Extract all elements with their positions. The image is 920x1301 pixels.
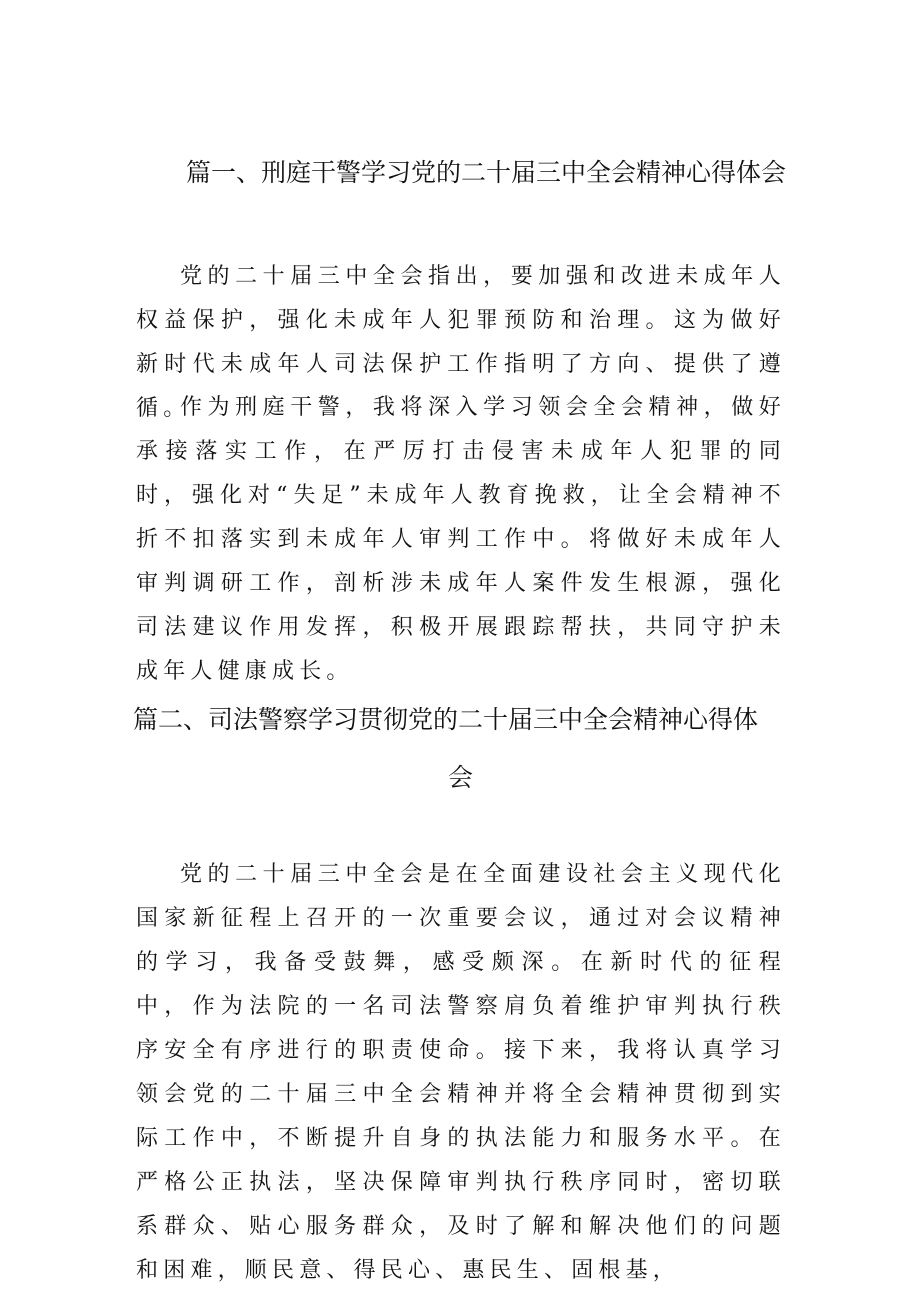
- section-1-paragraph-1: 党的二十届三中全会指出，要加强和改进未成年人权益保护，强化未成年人犯罪预防和治理。这为做好新时代未成年人司法保护工作指明了方向、提供了遵循。: [136, 264, 786, 421]
- section-1-title: 篇一、刑庭干警学习党的二十届三中全会精神心得体会: [186, 158, 787, 187]
- section-2-title-line-2: 会: [448, 763, 474, 792]
- section-2-paragraph-1: 党的二十届三中全会是在全面建设社会主义现代化国家新征程上召开的一次重要会议，通过对会议精神的学习，我备受鼓舞，感受颇深。在新时代的征程中，作为法院的一名司法警察肩负着维护审判执行秩序安全有序进行的职责使命。接下来，我将认真学习领会党的二十届三中全会精神并将全会精神贯彻到实际工作中，不断提升自身的执法能力和服务水平。在严格公正执法，坚决保障审判执行秩序同时，密切联系群众、贴心服务群众，及时了解和解决他们的问题和困难，顺民意、得民心、惠民生、固根基，: [136, 862, 786, 1283]
- section-1-paragraph-2: 作为刑庭干警，我将深入学习领会全会精神，做好承接落实工作，在严厉打击侵害未成年人犯罪的同时，强化对“失足”未成年人教育挽救，让全会精神不折不扣落实到未成年人审判工作中。将做好未成年人审判调研工作，剖析涉未成年人案件发生根源，强化司法建议作用发挥，积极开展跟踪帮扶，共同守护未成年人健康成长。: [136, 395, 786, 684]
- section-2-title-line-1: 篇二、司法警察学习贯彻党的二十届三中全会精神心得体: [133, 705, 759, 734]
